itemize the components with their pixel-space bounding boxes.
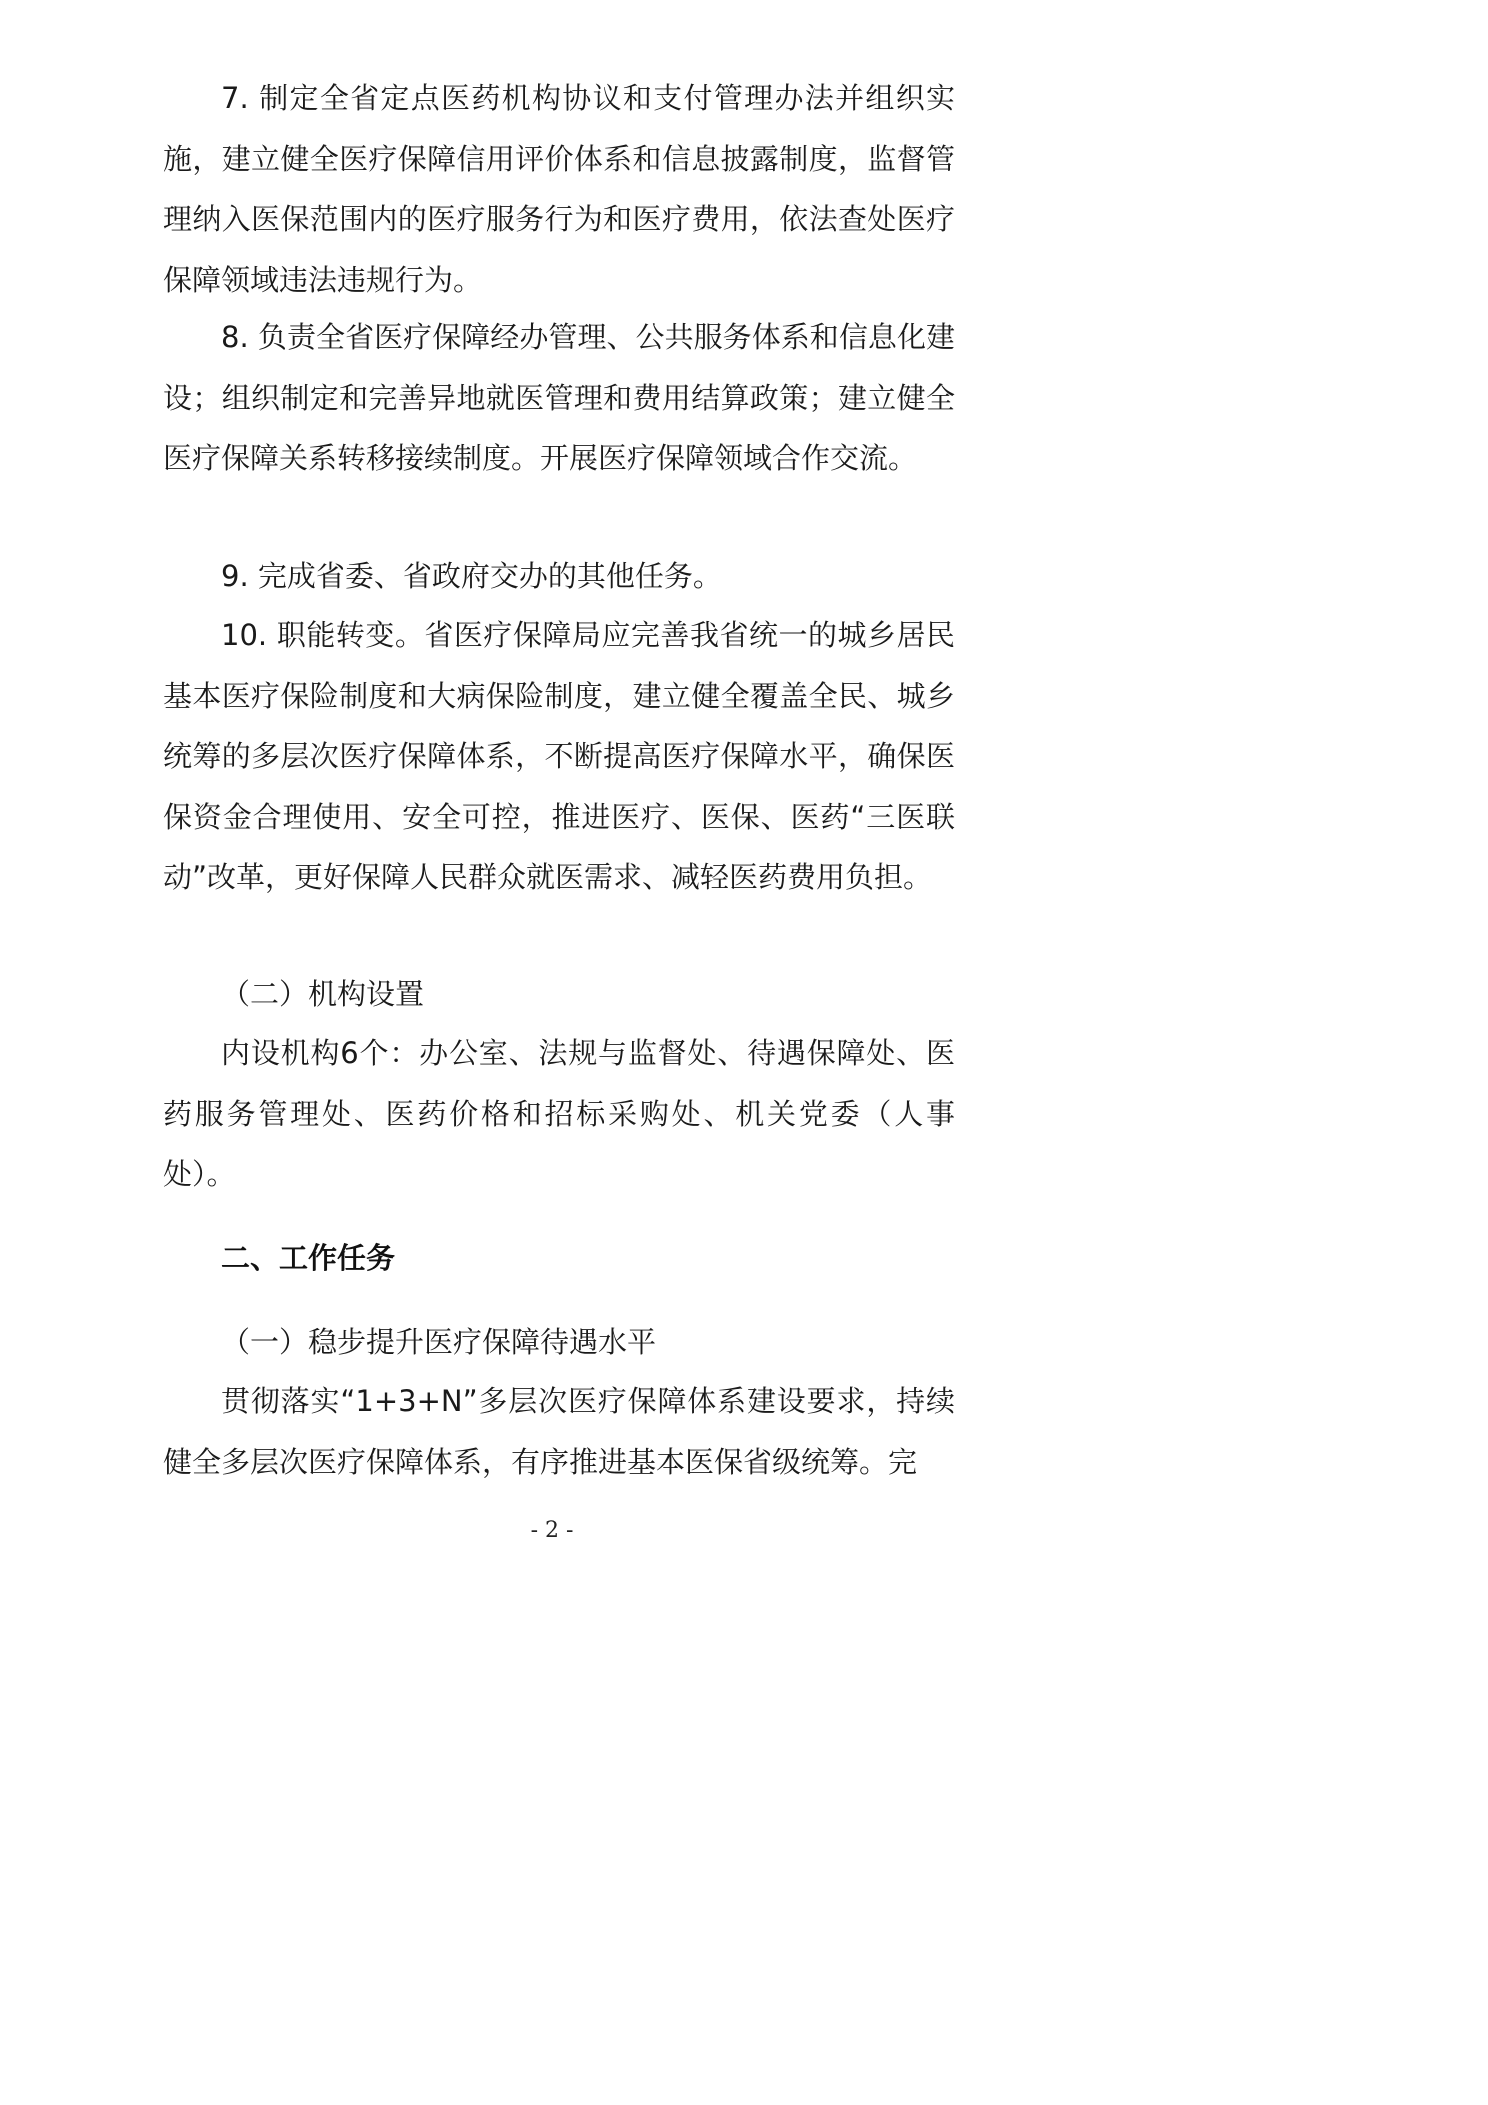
paragraph-org-setup: 内设机构6个：办公室、法规与监督处、待遇保障处、医药服务管理处、医药价格和招标采购处、机关党委（人事处）。 [163,1036,955,1191]
subheading-task-1: （一）稳步提升医疗保障待遇水平 [221,1325,657,1359]
section-heading-work-tasks: 二、工作任务 [221,1241,396,1275]
subheading-org-setup: （二）机构设置 [221,977,425,1011]
paragraph-task-1: 贯彻落实“1+3+N”多层次医疗保障体系建设要求，持续健全多层次医疗保障体系，有序推进基本医保省级统筹。完 [163,1384,955,1479]
paragraph-item-9: 9. 完成省委、省政府交办的其他任务。 [221,559,722,593]
paragraph-item-8: 8. 负责全省医疗保障经办管理、公共服务体系和信息化建设；组织制定和完善异地就医管理和费用结算政策；建立健全医疗保障关系转移接续制度。开展医疗保障领域合作交流。 [163,320,955,475]
paragraph-item-7: 7. 制定全省定点医药机构协议和支付管理办法并组织实施，建立健全医疗保障信用评价体系和信息披露制度，监督管理纳入医保范围内的医疗服务行为和医疗费用，依法查处医疗保障领域违法违规行为。 [163,81,955,297]
paragraph-item-10: 10. 职能转变。省医疗保障局应完善我省统一的城乡居民基本医疗保险制度和大病保险制度，建立健全覆盖全民、城乡统筹的多层次医疗保障体系，不断提高医疗保障水平，确保医保资金合理使用、安全可控，推进医疗、医保、医药“三医联动”改革，更好保障人民群众就医需求、减轻医药费用负担。 [163,618,955,894]
page-number: - 2 - [530,1518,574,1543]
